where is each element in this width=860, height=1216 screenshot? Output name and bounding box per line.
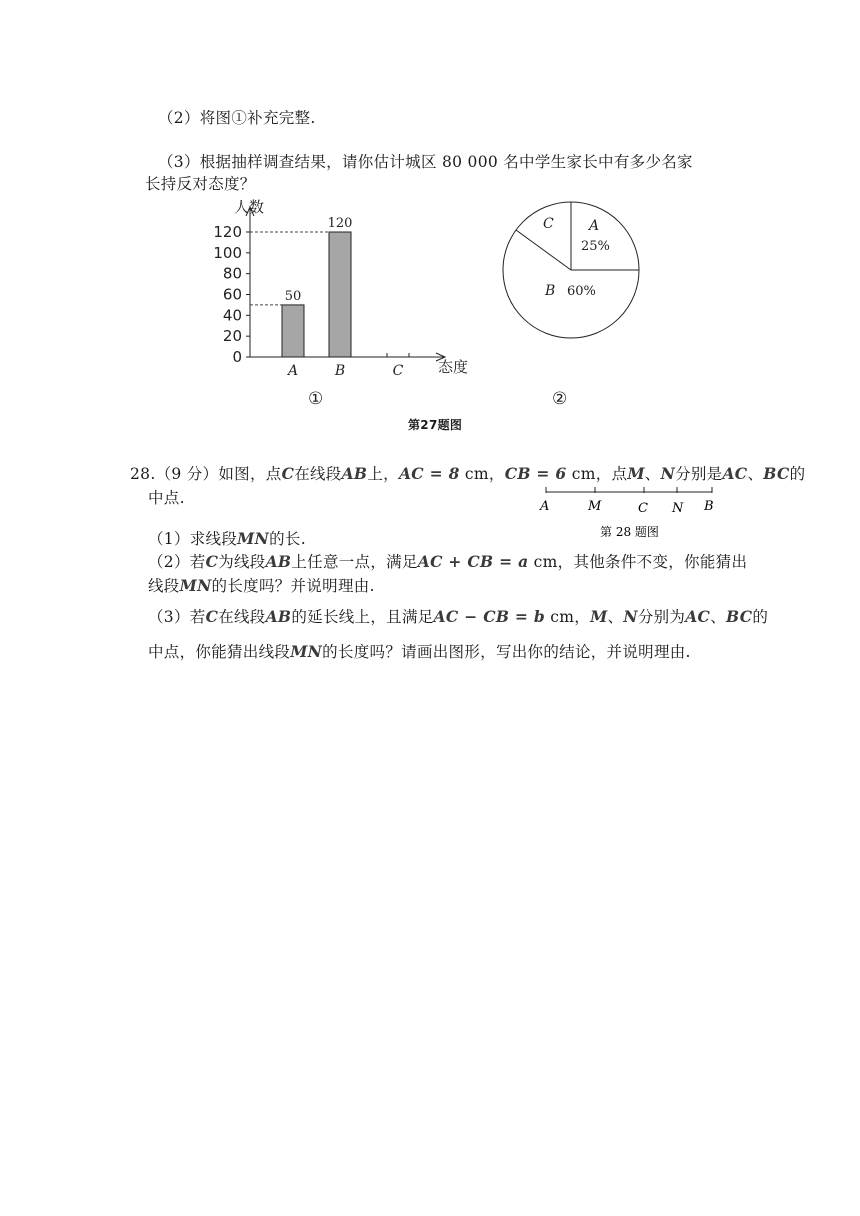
text: 的延长线上，且满足 bbox=[291, 608, 434, 626]
segment-figure bbox=[536, 484, 726, 544]
figure-28-caption: 第 28 题图 bbox=[600, 525, 659, 539]
slice-label-c: C bbox=[543, 216, 554, 232]
text: （2）若 bbox=[148, 553, 206, 571]
pie-chart bbox=[490, 192, 660, 412]
slice-label-a: A bbox=[589, 218, 600, 234]
empty-bar-c bbox=[387, 353, 409, 357]
text: 分别是 bbox=[675, 465, 723, 483]
text: 为线段 bbox=[218, 553, 266, 571]
x-tick-label-b: B bbox=[334, 363, 346, 379]
text: 的长度吗？并说明理由. bbox=[211, 577, 375, 595]
figure-label-1: ① bbox=[308, 389, 324, 409]
text: 上， bbox=[367, 465, 399, 483]
q28-part3-line2 bbox=[148, 640, 691, 662]
text: cm， bbox=[459, 465, 505, 483]
text: 线段 bbox=[148, 577, 180, 595]
y-tick-label: 100 bbox=[213, 243, 242, 262]
point-label-m: M bbox=[588, 499, 602, 514]
slice-percent-b: 60% bbox=[567, 284, 596, 299]
text: （1）求线段 bbox=[148, 530, 238, 548]
q27-part3-line2: 长持反对态度？ bbox=[145, 175, 256, 193]
text: 在线段 bbox=[294, 465, 342, 483]
slice-percent-a: 25% bbox=[581, 239, 610, 254]
math: M bbox=[627, 464, 645, 483]
y-tick-label: 60 bbox=[222, 285, 242, 304]
math: MN bbox=[290, 642, 323, 661]
text: （3）若 bbox=[148, 608, 206, 626]
point-label-n: N bbox=[672, 501, 684, 516]
math: M bbox=[590, 607, 608, 626]
y-tick-label: 40 bbox=[222, 306, 242, 325]
math: C bbox=[281, 464, 295, 483]
y-tick-label: 120 bbox=[213, 223, 242, 241]
math: AC + CB = a bbox=[417, 552, 529, 571]
text: 、 bbox=[644, 465, 661, 483]
q27-figure-caption: 第27题图 bbox=[408, 418, 463, 432]
math: BC bbox=[763, 464, 790, 483]
text: 分别为 bbox=[637, 608, 686, 626]
text: 上任意一点，满足 bbox=[291, 553, 418, 571]
q28-part2-line2 bbox=[148, 574, 375, 596]
q28-line1 bbox=[130, 462, 805, 484]
text: 、 bbox=[607, 608, 624, 626]
q27-part3-line1: （3）根据抽样调查结果，请你估计城区 80 000 名中学生家长中有多少名家 bbox=[158, 153, 693, 171]
text: 、 bbox=[747, 465, 764, 483]
slice-divider bbox=[516, 230, 571, 270]
x-tick-label-a: A bbox=[287, 363, 299, 379]
y-axis-label: 人数 bbox=[234, 198, 265, 216]
text: 的 bbox=[789, 465, 806, 483]
text: 的 bbox=[752, 608, 769, 626]
text: 在线段 bbox=[218, 608, 266, 626]
x-tick-label-c: C bbox=[392, 363, 404, 379]
math: N bbox=[623, 607, 638, 626]
math: AB bbox=[265, 552, 292, 571]
text: 如图，点 bbox=[218, 465, 282, 483]
text: cm， bbox=[545, 608, 591, 626]
figure-label-2: ② bbox=[552, 389, 568, 409]
math: AB bbox=[341, 464, 368, 483]
data-label-b: 120 bbox=[327, 216, 353, 231]
math: BC bbox=[726, 607, 753, 626]
math: C bbox=[205, 607, 219, 626]
math: CB = 6 bbox=[504, 464, 567, 483]
math: AC − CB = b bbox=[433, 607, 546, 626]
q28-number: 28. bbox=[130, 465, 156, 483]
q28-line2: 中点. bbox=[148, 489, 185, 507]
y-tick-label: 0 bbox=[232, 348, 242, 366]
math: N bbox=[660, 464, 676, 483]
bar-chart bbox=[200, 192, 490, 412]
math: AC bbox=[685, 607, 711, 626]
bar-b bbox=[329, 232, 351, 357]
text: 的长度吗？请画出图形，写出你的结论，并说明理由. bbox=[322, 643, 691, 661]
math: AB bbox=[265, 607, 292, 626]
q28-part3-line1 bbox=[148, 605, 768, 627]
math: MN bbox=[237, 529, 270, 548]
bar-a bbox=[282, 305, 304, 357]
data-label-a: 50 bbox=[284, 288, 302, 304]
text: 、 bbox=[710, 608, 726, 626]
math: MN bbox=[179, 576, 212, 595]
q28-part1 bbox=[148, 527, 306, 549]
y-tick-label: 80 bbox=[222, 264, 242, 283]
point-label-a: A bbox=[540, 499, 550, 514]
point-label-b: B bbox=[704, 499, 714, 514]
q28-score: （9 分） bbox=[155, 465, 219, 483]
q28-part2-line1 bbox=[148, 550, 747, 572]
math: AC bbox=[722, 464, 748, 483]
y-tick-label: 20 bbox=[222, 327, 242, 346]
q27-part2: （2）将图①补充完整. bbox=[158, 109, 316, 127]
text: 的长. bbox=[269, 530, 306, 548]
point-label-c: C bbox=[638, 501, 648, 516]
math: C bbox=[205, 552, 219, 571]
text: 中点，你能猜出线段 bbox=[148, 643, 291, 661]
math: AC = 8 bbox=[398, 464, 460, 483]
text: cm，点 bbox=[566, 465, 628, 483]
x-axis-label: 态度 bbox=[438, 358, 469, 376]
slice-label-b: B bbox=[545, 283, 556, 299]
text: cm，其他条件不变，你能猜出 bbox=[528, 553, 748, 571]
